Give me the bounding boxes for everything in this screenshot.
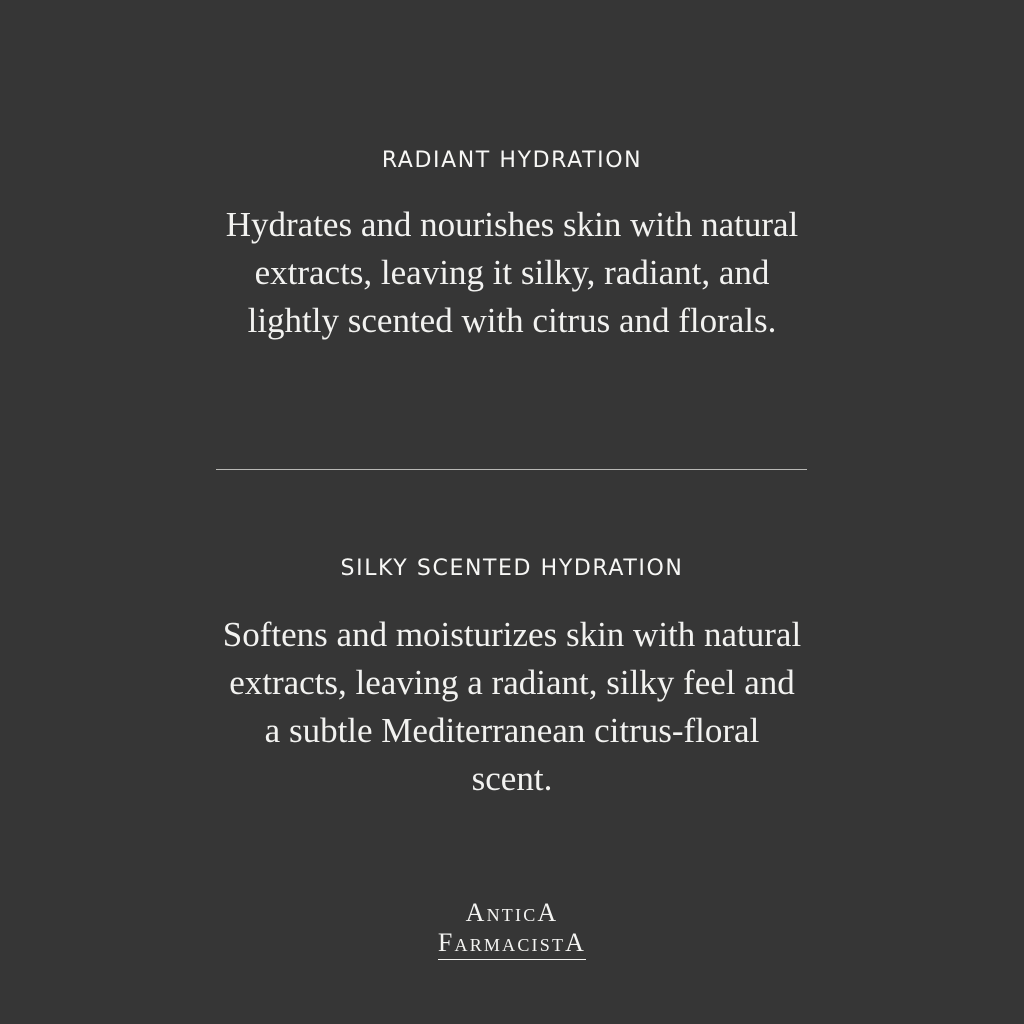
brand-logo xyxy=(0,898,1024,960)
benefit-section-radiant xyxy=(0,148,1024,345)
brand-logo-line-2: FarmacistA xyxy=(438,928,586,960)
benefit-section-silky xyxy=(0,556,1024,803)
section-heading: RADIANT HYDRATION xyxy=(381,148,643,173)
brand-logo-line-1: AnticA xyxy=(465,898,559,927)
section-description: Hydrates and nourishes skin with natural extracts, leaving it silky, radiant, and lightly scented with citrus and florals. xyxy=(225,205,799,340)
section-divider xyxy=(216,469,807,470)
section-description: Softens and moisturizes skin with natural extracts, leaving a radiant, silky feel and a subtle Mediterranean citrus-floral scent. xyxy=(222,615,802,798)
section-heading: SILKY SCENTED HYDRATION xyxy=(340,556,684,581)
